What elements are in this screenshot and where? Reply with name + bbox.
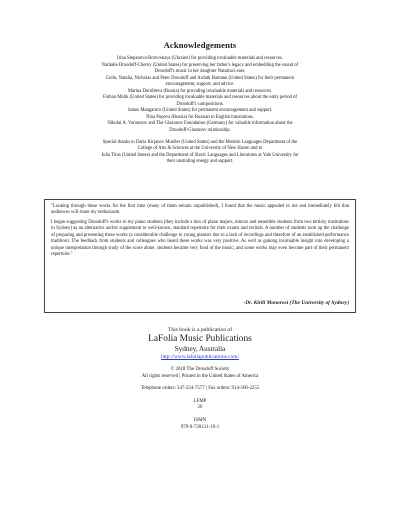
publication-intro: This book is a publication of — [167, 327, 233, 333]
ismn-number: 979-0-720131-19-1 — [180, 424, 220, 430]
acknowledgements-list — [44, 56, 356, 135]
copyright-line: © 2018 The Droodoff Society — [170, 367, 230, 372]
ack-line: James Mangaruro (United States) for permanent encouragement and support. — [127, 108, 273, 114]
acknowledgements-heading: Acknowledgements — [163, 40, 237, 50]
special-thanks-line: College of Arts & Sciences at the University of New Haven and to — [137, 146, 263, 152]
rights-line: All rights reserved | Printed in the United States of America — [141, 373, 259, 379]
testimonial-paragraph: I began suggesting Droodoff's works to my piano students (they include a mix of piano majors, minors and ensemble students from two tertiary institutions in Sydney) as an alternative and/or supplement to well-known, standard repertoire for their exams and recitals. A number of students took up the challenge of preparing and presenting these works (a considerable challenge to young pianists due to a lack of recordings and therefore of an established performance tradition). The feedback from students and colleagues who heard these works was very positive. As well as gaining invaluable insight into developing a unique interpretation through study of the score alone, students became very fond of the music, and some works may even become part of their permanent repertoire." — [51, 219, 349, 258]
publication-info — [0, 326, 400, 431]
publisher-city: Sydney, Australia — [174, 345, 226, 353]
ack-line: Nina Popova (Russia) for Russian to English translations. — [145, 114, 255, 120]
order-phones: Telephone orders: 347-224-7577 | Fax orders: 914-560-2255 — [140, 386, 260, 392]
ack-line: Nikolai A. Vorontsov and The Glazunov Foundation (Germany) for valuable information about the — [107, 121, 293, 127]
testimonial-box — [44, 199, 356, 313]
special-thanks-line: their unstinting energy and support. — [166, 159, 234, 165]
catalog-number: 20 — [197, 405, 203, 411]
catalog-code: LFMP — [193, 398, 207, 404]
ack-line: Droodoff's music in her daughter Natasha's ears. — [154, 69, 246, 75]
ack-line: Droodoff-Glazunov relationship. — [169, 128, 231, 134]
special-thanks-line: Julia Titus (United States) and the Department of Slavic Languages and Literatures at Yale University for — [101, 152, 299, 158]
ack-line: encouragement, support, and advice. — [165, 82, 235, 88]
publisher-link[interactable]: http://www.lafoliapublications.com/ — [161, 354, 239, 360]
ack-line: Farhan Malik (United States) for providing invaluable materials and resources about the early period of — [103, 95, 297, 101]
testimonial-paragraph: "Looking through these works for the first time (many of them remain unpublished), I found that the music appealed to me and immediately felt that audiences will share my enthusiasm. — [51, 204, 349, 216]
special-thanks-line: Special thanks to Daria Kirjanov Mueller (United States) and the Modern Languages Department of the — [102, 139, 298, 145]
special-thanks — [44, 140, 356, 166]
publisher-name: LaFolia Music Publications — [148, 334, 252, 344]
ack-line: Colin, Natalia, Nicholas and Peter Droodoff and Ardath Hamann (United States) for their permanent — [105, 75, 295, 81]
testimonial-attribution: -Dr. Kirill Monorosi (The University of Sydney) — [243, 299, 349, 306]
ack-line: Droodoff's compositions. — [176, 101, 224, 107]
ack-line: Marina Dorofeeva (Russia) for providing invaluable materials and resources. — [127, 88, 273, 94]
ismn-label: ISMN — [193, 417, 207, 423]
ack-line: Irina Stepanova-Borovskaya (Ukraine) for providing invaluable materials and resources. — [117, 56, 283, 61]
ack-line: Nathalie Droodoff-Cherny (United States) for preserving her father's legacy and embedding the sound of — [101, 62, 299, 68]
